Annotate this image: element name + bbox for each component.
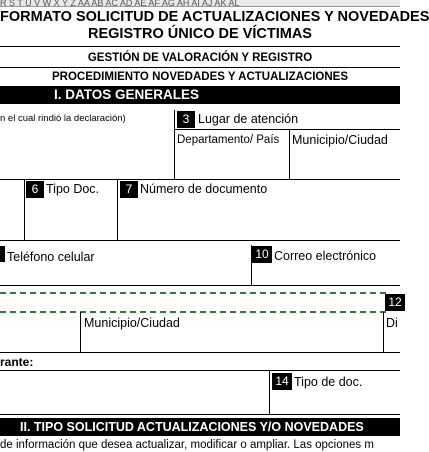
row-divider-1 xyxy=(0,179,400,180)
direccion-label-partial: Di xyxy=(386,316,398,330)
divider-v-1 xyxy=(174,110,175,180)
row-divider-2 xyxy=(0,240,400,241)
field-number-3: 3 xyxy=(177,111,195,128)
section-1-header xyxy=(0,86,400,104)
correo-electronico-label: Correo electrónico xyxy=(274,249,377,263)
form-title-line2: REGISTRO ÚNICO DE VÍCTIMAS xyxy=(88,26,312,42)
selection-border-top xyxy=(0,292,386,294)
field-number-6: 6 xyxy=(26,181,44,198)
section-2-title: II. TIPO SOLICITUD ACTUALIZACIONES Y/O NOVEDADES xyxy=(20,420,364,434)
tipo-doc-label: Tipo Doc. xyxy=(46,182,100,196)
selection-border-bottom xyxy=(0,311,386,313)
municipio-ciudad-label-2: Municipio/Ciudad xyxy=(84,316,180,330)
divider-h-lugar xyxy=(174,129,400,130)
procedimiento-subtitle: PROCEDIMIENTO NOVEDADES Y ACTUALIZACIONES xyxy=(51,71,349,83)
telefono-celular-label: Teléfono celular xyxy=(7,250,95,264)
tipo-doc-label-2: Tipo de doc. xyxy=(294,375,363,389)
municipio-ciudad-label: Municipio/Ciudad xyxy=(292,133,388,147)
form-title-line1: FORMATO SOLICITUD DE ACTUALIZACIONES Y NOVEDADES xyxy=(0,9,429,25)
divider-v-8 xyxy=(269,370,270,414)
gestion-subtitle: GESTIÓN DE VALORACIÓN Y REGISTRO xyxy=(87,52,313,64)
divider-v-3 xyxy=(24,179,25,241)
numero-documento-label: Número de documento xyxy=(140,182,268,196)
divider-v-7 xyxy=(383,312,384,352)
section-2-header xyxy=(0,418,400,436)
row-divider-4 xyxy=(0,352,400,353)
lugar-atencion-label: Lugar de atención xyxy=(198,112,299,126)
row-divider-5 xyxy=(0,370,400,371)
header-divider-1 xyxy=(0,46,400,47)
departamento-pais-label: Departamento/ País xyxy=(177,134,280,146)
declarante-label: rante: xyxy=(0,355,34,369)
field-number-10: 10 xyxy=(252,246,272,263)
field-number-14: 14 xyxy=(272,373,292,390)
field-number-partial xyxy=(0,246,5,262)
spreadsheet-column-header: R S T U V W X Y Z AA AB AC AD AE AF AG AH AI AJ AK AL xyxy=(0,0,400,7)
row-divider-6 xyxy=(0,414,400,415)
divider-v-4 xyxy=(117,179,118,241)
section-1-title: I. DATOS GENERALES xyxy=(54,87,200,102)
row-divider-3 xyxy=(0,285,400,286)
divider-v-2 xyxy=(289,129,290,180)
header-divider-2 xyxy=(0,67,400,68)
declaration-city-label: n el cual rindió la declaración) xyxy=(0,113,126,124)
divider-v-6 xyxy=(80,312,81,352)
divider-v-5 xyxy=(251,245,252,285)
field-number-7: 7 xyxy=(120,181,138,198)
field-number-12: 12 xyxy=(385,294,405,311)
section-2-intro: de información que desea actualizar, modificar o ampliar. Las opciones m xyxy=(0,439,374,451)
